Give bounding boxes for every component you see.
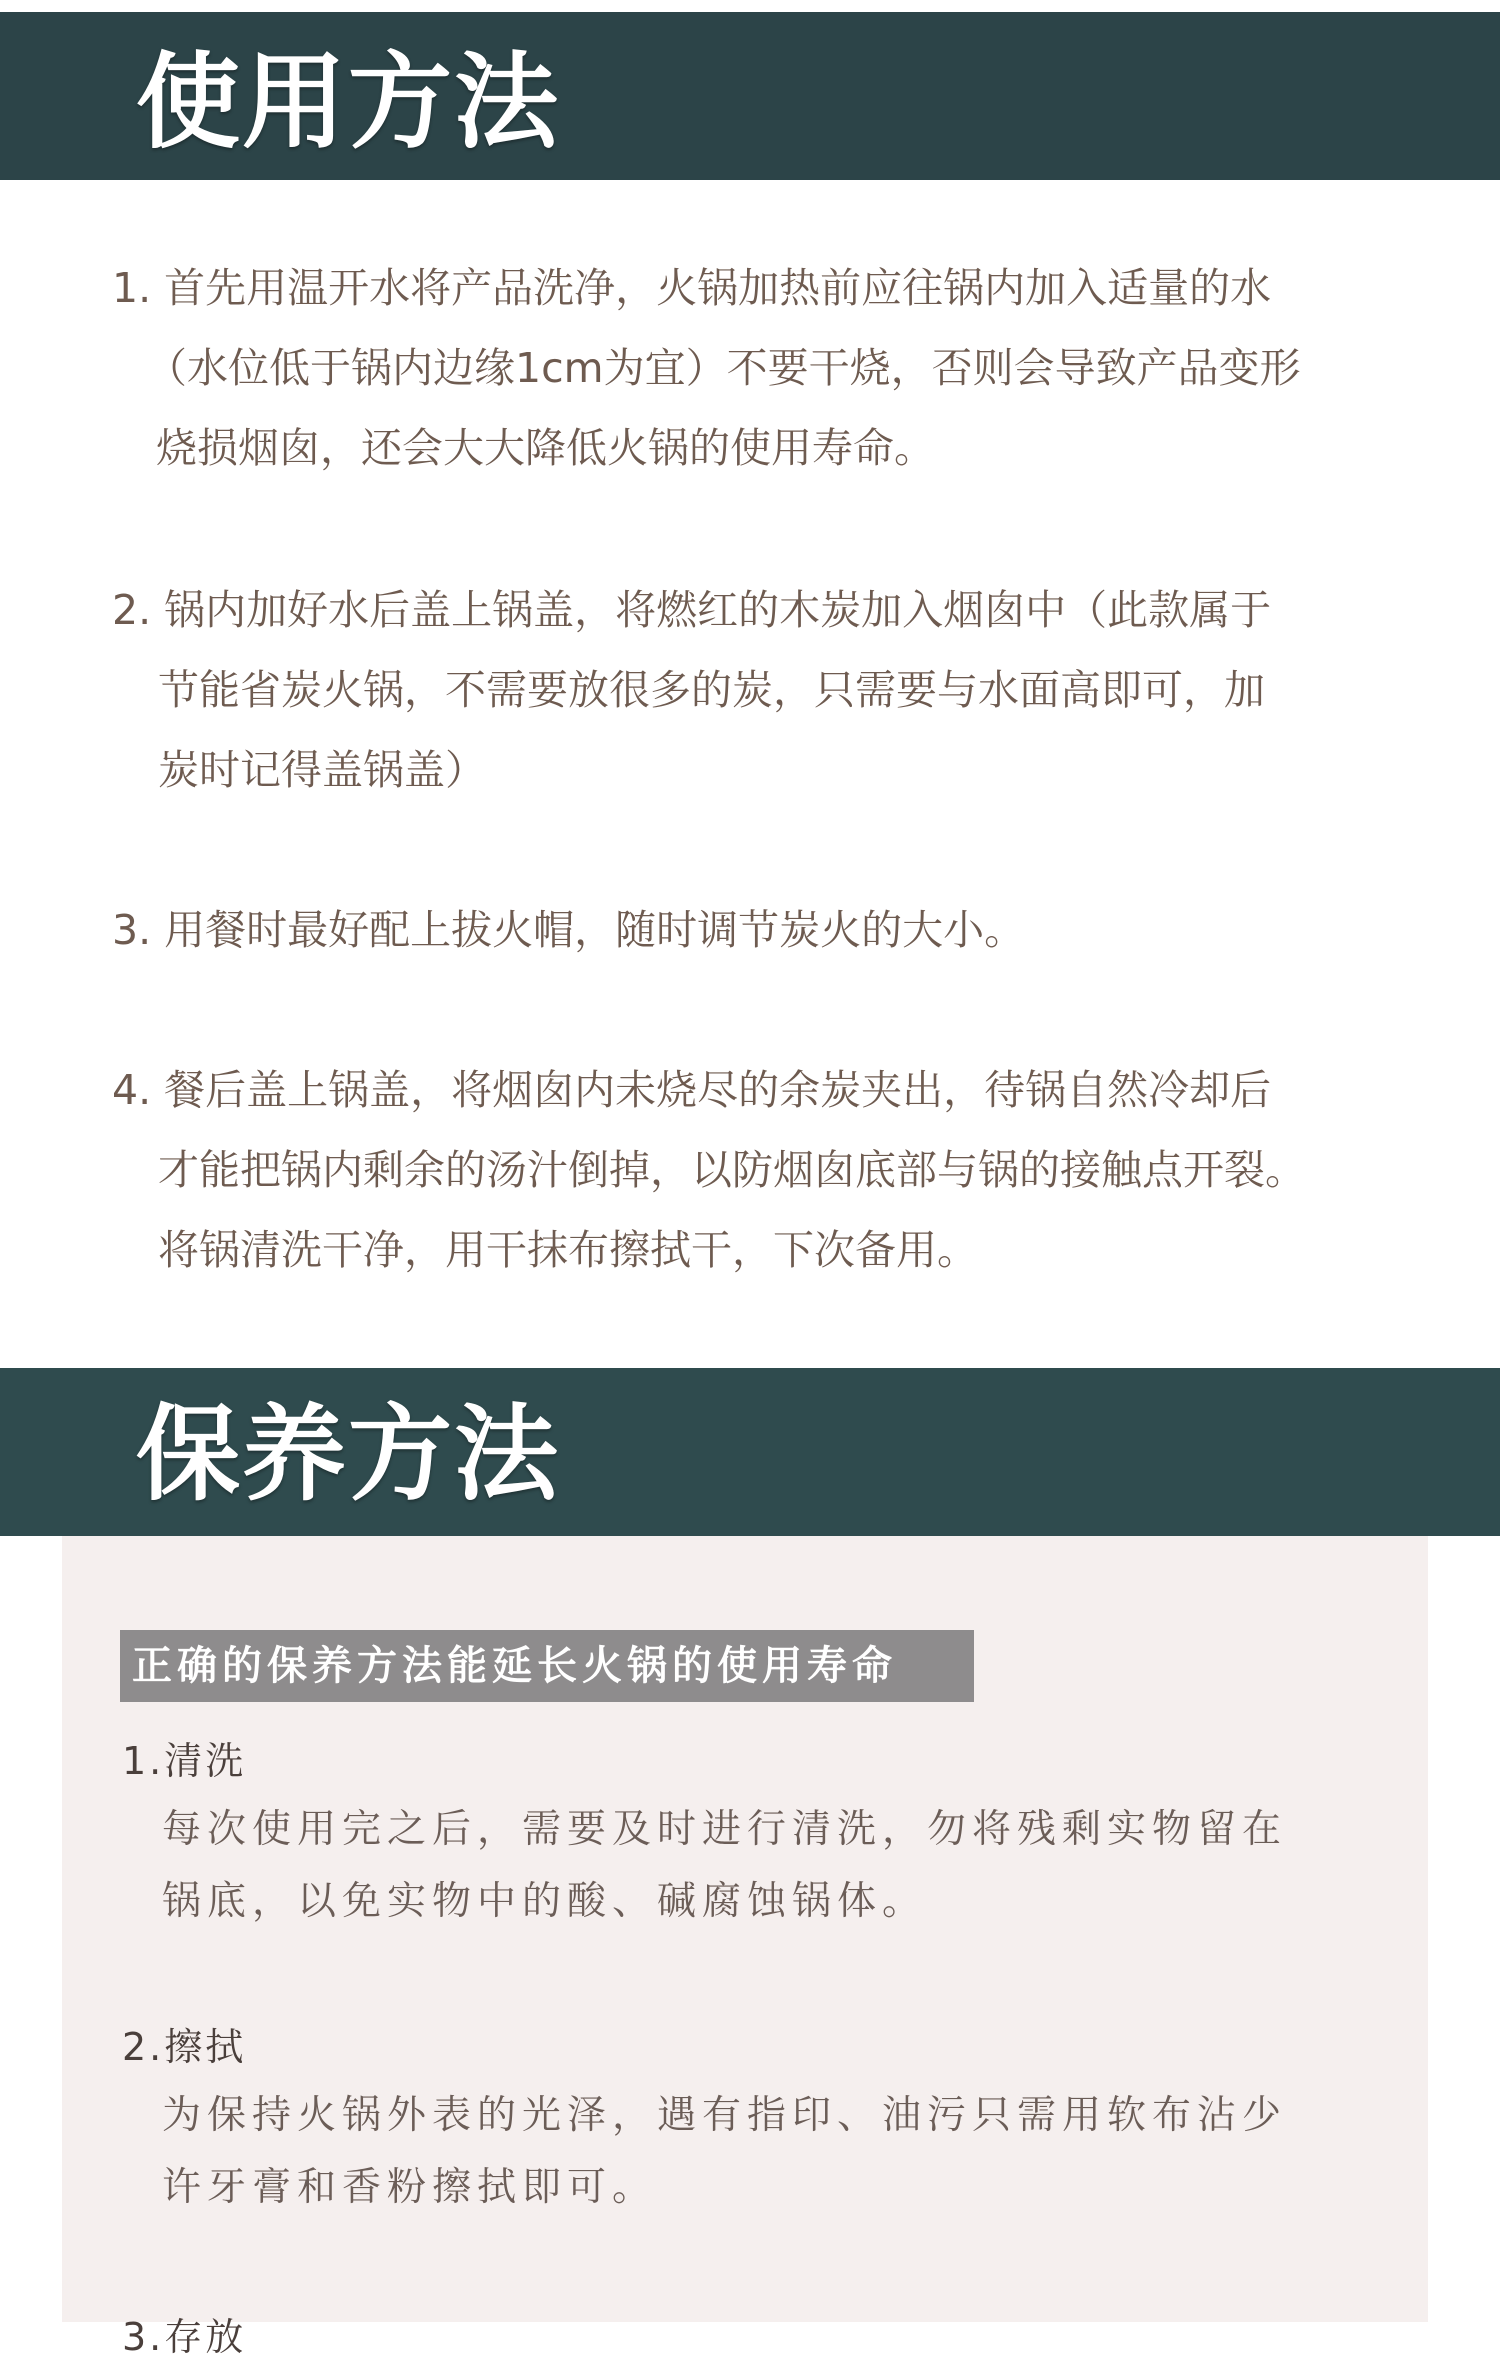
care-item-title: 2.擦拭 [122,2025,247,2069]
usage-title: 使用方法 [136,41,561,163]
usage-step-2-line-3: 炭时记得盖锅盖） [158,746,486,794]
usage-step-2-line-1: 2. 锅内加好水后盖上锅盖，将燃红的木炭加入烟囱中（此款属于 [112,586,1272,634]
usage-step-1-line-3: 烧损烟囱，还会大大降低火锅的使用寿命。 [156,424,935,472]
care-item-storage [122,2312,1322,2362]
usage-step-2-line-2: 节能省炭火锅，不需要放很多的炭，只需要与水面高即可，加 [158,666,1265,714]
care-item-line: 许牙膏和香粉擦拭即可。 [162,2165,658,2210]
care-item-wiping [122,2022,1322,2224]
usage-step-4-line-3: 将锅清洗干净，用干抹布擦拭干，下次备用。 [158,1226,978,1274]
care-item-line: 锅底，以免实物中的酸、碱腐蚀锅体。 [162,1879,928,1924]
care-item-cleaning [122,1736,1322,1938]
usage-step-3 [112,890,1412,970]
usage-step-1 [112,248,1412,488]
usage-banner [0,12,1500,180]
care-banner [0,1368,1500,1536]
care-item-title: 3.存放 [122,2315,247,2359]
usage-step-1-line-1: 1. 首先用温开水将产品洗净，火锅加热前应往锅内加入适量的水 [112,264,1272,312]
care-item-title: 1.清洗 [122,1739,247,1783]
usage-step-1-line-2: （水位低于锅内边缘1cm为宜）不要干烧，否则会导致产品变形 [146,344,1301,392]
usage-step-4-line-2: 才能把锅内剩余的汤汁倒掉，以防烟囱底部与锅的接触点开裂。 [158,1146,1306,1194]
usage-step-2 [112,570,1412,810]
usage-section [0,180,1500,1368]
usage-step-4-line-1: 4. 餐后盖上锅盖，将烟囱内未烧尽的余炭夹出，待锅自然冷却后 [112,1066,1272,1114]
care-title: 保养方法 [136,1393,561,1515]
care-tag: 正确的保养方法能延长火锅的使用寿命 [120,1630,974,1702]
usage-step-3-line-1: 3. 用餐时最好配上拔火帽，随时调节炭火的大小。 [112,906,1026,954]
usage-step-4 [112,1050,1412,1290]
care-item-line: 每次使用完之后，需要及时进行清洗，勿将残剩实物留在 [162,1807,1288,1852]
care-panel [62,1536,1428,2359]
care-item-line: 为保持火锅外表的光泽，遇有指印、油污只需用软布沾少 [162,2093,1288,2138]
